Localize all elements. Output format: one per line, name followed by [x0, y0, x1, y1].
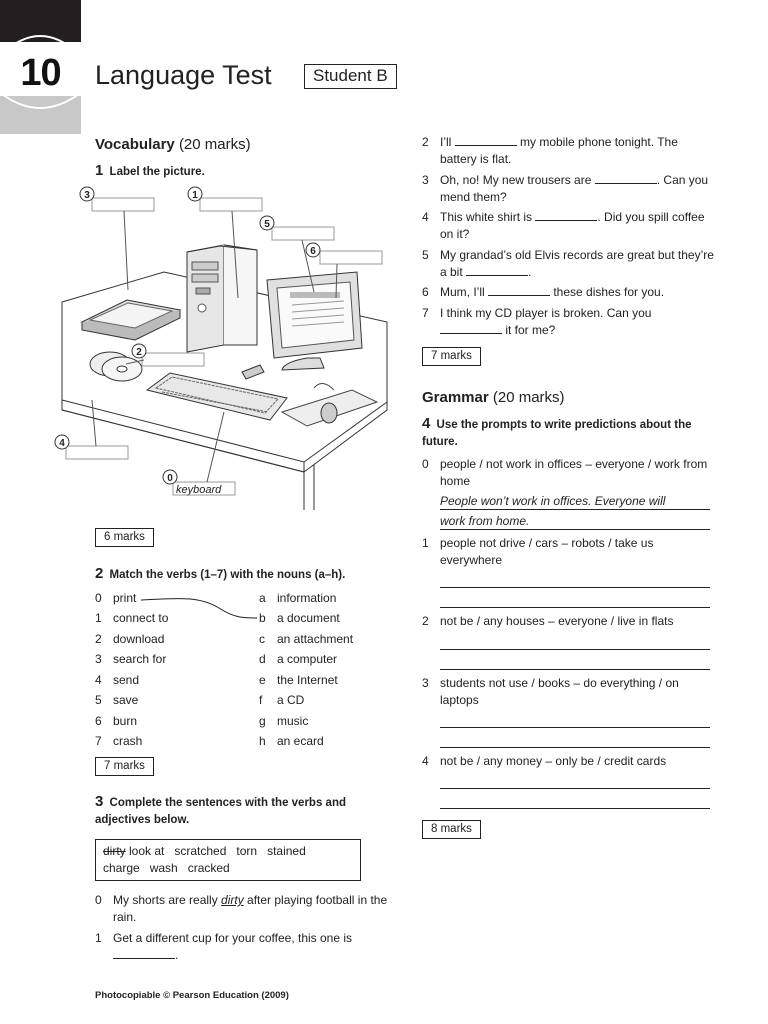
label-box-3 — [92, 198, 154, 211]
vocabulary-heading — [95, 136, 251, 153]
example-label-keyboard: keyboard — [176, 484, 222, 496]
instruction-text: Label the picture. — [109, 166, 205, 178]
footer-copyright: Photocopiable © Pearson Education (2009) — [95, 990, 289, 1001]
answer-blank[interactable] — [488, 285, 550, 296]
sentence-item-2: 2 I’ll my mobile phone tonight. The battery is flat. — [422, 135, 678, 166]
prediction-item-3: 3 students not use / books – do everything / on laptops — [422, 676, 679, 707]
callout-1: 1 — [192, 190, 198, 201]
example-match-line — [139, 594, 259, 624]
instruction-text: Match the verbs (1–7) with the nouns (a–h). — [109, 569, 346, 581]
exercise-number: 2 — [95, 565, 104, 582]
exercise-4-marks: 8 marks — [422, 820, 481, 839]
matching-exercise: 0 print 1 connect to 2 download 3 search for 4 send 5 save 6 burn 7 crash a information b a document c an attachment d a computer e the Internet f a CD g music h an ecard — [95, 591, 354, 748]
example-answer-line-1: People won’t work in offices. Everyone will — [440, 494, 666, 508]
callout-4: 4 — [59, 438, 65, 449]
prediction-item-2: 2 not be / any houses – everyone / live in flats — [422, 614, 674, 628]
label-box-2 — [142, 353, 204, 366]
crossed-word: dirty — [103, 844, 126, 858]
grammar-title: Grammar — [422, 389, 489, 406]
answer-blank[interactable] — [535, 210, 597, 221]
answer-blank[interactable] — [455, 135, 517, 146]
answer-blank[interactable] — [113, 948, 175, 959]
label-box-5 — [272, 227, 334, 240]
exercise-3-marks: 7 marks — [422, 347, 481, 366]
answer-line — [440, 509, 710, 510]
instruction-text: Complete the sentences with the verbs and adjectives below. — [95, 797, 346, 826]
example-answer-line-2: work from home. — [440, 514, 530, 528]
sentence-item-1: 1 Get a different cup for your coffee, this one is . — [95, 931, 353, 962]
vocabulary-marks: (20 marks) — [178, 136, 251, 153]
answer-line[interactable] — [440, 747, 710, 748]
exercise-number: 4 — [422, 415, 431, 432]
sentence-item-5: 5 My grandad’s old Elvis records are great but they’re a bit . — [422, 248, 714, 279]
callout-0: 0 — [167, 473, 173, 484]
prediction-item-1: 1 people not drive / cars – robots / take us everywhere — [422, 536, 654, 567]
page-title: Language Test — [95, 60, 272, 90]
vocabulary-title: Vocabulary — [95, 136, 175, 153]
exercise-number: 1 — [95, 162, 104, 179]
exercise-1-instruction — [95, 162, 205, 181]
callout-2: 2 — [136, 347, 142, 358]
leader-line-3 — [124, 211, 128, 290]
exercise-number: 3 — [95, 793, 104, 810]
grammar-marks: (20 marks) — [492, 389, 565, 406]
answer-line[interactable] — [440, 649, 710, 650]
answer-line[interactable] — [440, 788, 710, 789]
label-box-4 — [66, 446, 128, 459]
exercise-1-marks: 6 marks — [95, 528, 154, 547]
sentence-item-3: 3 Oh, no! My new trousers are . Can you mend them? — [422, 173, 709, 204]
answer-blank[interactable] — [595, 173, 657, 184]
answer-line[interactable] — [440, 607, 710, 608]
computer-tower-illustration — [187, 245, 257, 352]
student-badge: Student B — [304, 64, 397, 89]
label-box-6 — [320, 251, 382, 264]
computer-desk-picture — [52, 180, 397, 515]
prediction-item-4: 4 not be / any money – only be / credit cards — [422, 754, 667, 768]
answer-line[interactable] — [440, 587, 710, 588]
word-box — [95, 839, 361, 881]
exercise-2-marks: 7 marks — [95, 757, 154, 776]
answer-blank[interactable] — [466, 265, 528, 276]
exercise-3-instruction — [95, 793, 395, 829]
callout-3: 3 — [84, 190, 90, 201]
example-answer: dirty — [221, 893, 244, 907]
unit-number: 10 — [20, 52, 61, 94]
answer-line[interactable] — [440, 808, 710, 809]
word-box-line-2: charge wash cracked — [103, 861, 230, 875]
exercise-4-instruction — [422, 415, 714, 451]
sentence-item-7: 7 I think my CD player is broken. Can you it for me? — [422, 306, 652, 337]
word-box-words: look at scratched torn stained — [129, 844, 306, 858]
sentence-item-6: 6 Mum, I’ll these dishes for you. — [422, 285, 665, 299]
instruction-text: Use the prompts to write predictions about the future. — [422, 419, 692, 448]
mouse-illustration — [321, 403, 337, 423]
sentence-item-0: 0 My shorts are really dirty after playing football in the rain. — [95, 893, 388, 924]
answer-line[interactable] — [440, 669, 710, 670]
grammar-heading — [422, 389, 565, 406]
callout-5: 5 — [264, 219, 270, 230]
label-box-1 — [200, 198, 262, 211]
answer-line — [440, 529, 710, 530]
exercise-2-instruction — [95, 565, 345, 584]
answer-blank[interactable] — [440, 323, 502, 334]
callout-6: 6 — [310, 246, 316, 257]
word-box-line-1 — [103, 843, 353, 860]
prediction-item-0: 0 people / not work in offices – everyone / work from home — [422, 457, 708, 488]
answer-line[interactable] — [440, 727, 710, 728]
sentence-item-4: 4 This white shirt is . Did you spill coffee on it? — [422, 210, 705, 241]
